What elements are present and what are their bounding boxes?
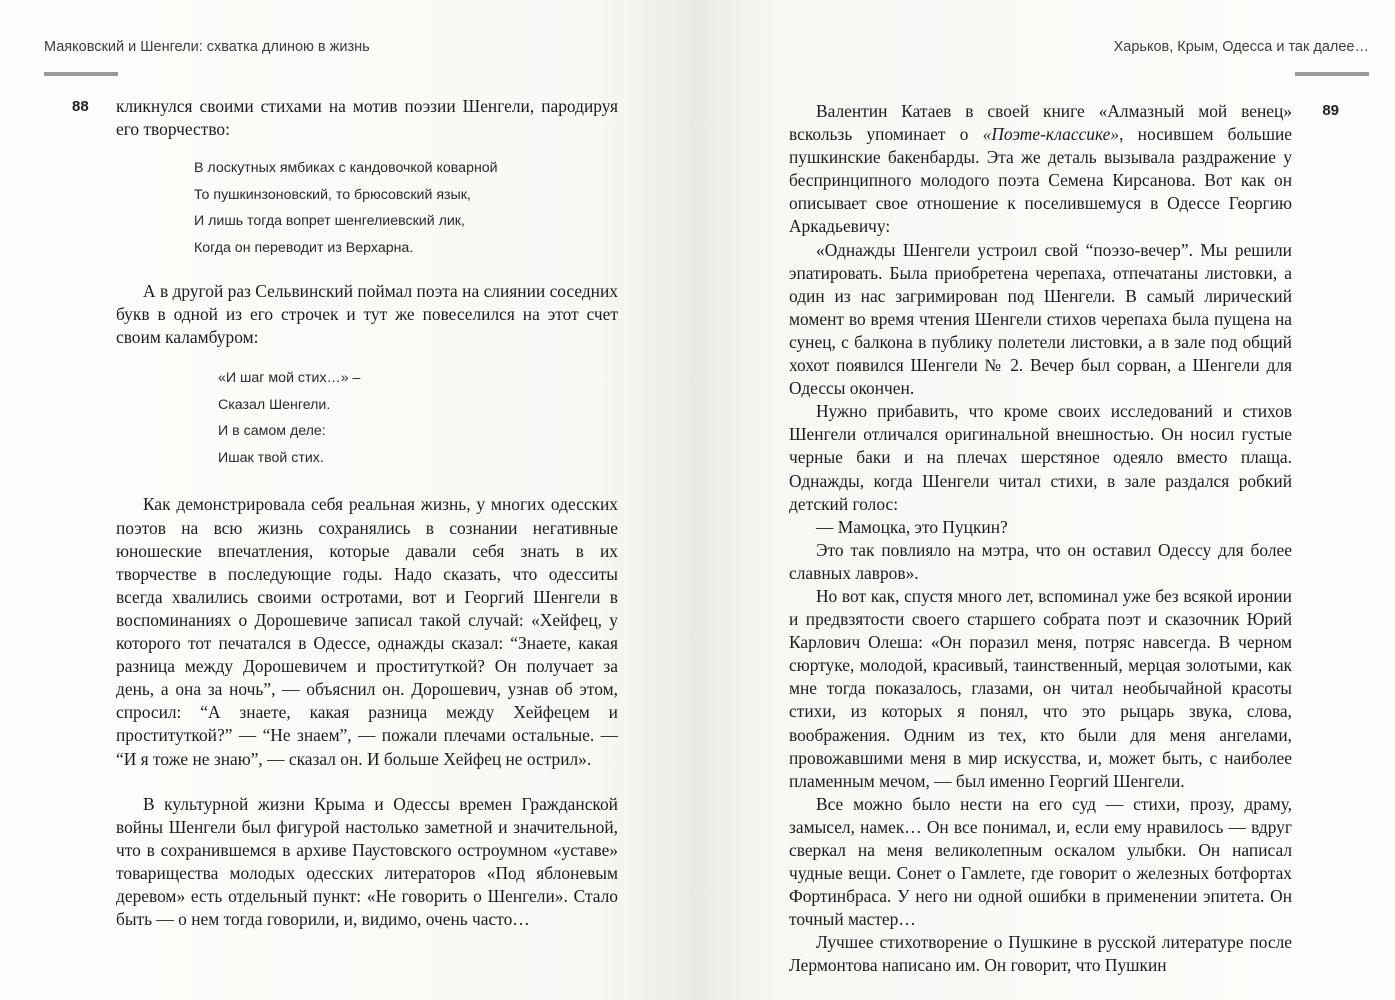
right-page (690, 0, 1395, 1000)
verse-line: Сказал Шенгели. (218, 396, 331, 413)
verse-line: И лишь тогда вопрет шенгелиевский лик, (194, 213, 465, 230)
left-paragraph: В культурной жизни Крыма и Одессы времен Гражданской войны Шенгели был фигурой настолько заметной и значительной, что в сохранившемся в архиве Паустовского остроумном «уставе» товарищества молодых одесских литераторов «Под яблоневым деревом» есть отдельный пункт: «Не говорить о Шенгели». Стало быть — о нем тогда говорили, и, видимо, очень часто… (116, 793, 618, 930)
verse-line: И в самом деле: (218, 423, 326, 440)
pun-verse (116, 365, 618, 471)
right-paragraph: Нужно прибавить, что кроме своих исследований и стихов Шенгели отличался оригинальной внешностью. Он носил густые черные баки и на плечах шерстяное одеяло вместо плаща. Однажды, когда Шенгели читал стихи, в зале раздался робкий детский голос: (789, 401, 1292, 514)
right-paragraph (789, 100, 1292, 239)
selvinsky-parody-verse (116, 155, 618, 261)
paragraph-text: , носившем большие пушкинские бакенбарды. Эта же деталь вызывала раздражение у беспринципного молодого поэта Семена Кирсанова. Вот как он описывает свое отношение к поселившемуся в Одессе Георгию Аркадьевичу: (789, 124, 1293, 237)
left-header-rule (44, 72, 118, 76)
left-opening-text: кликнулся своими стихами на мотив поэзии Шенгели, пародируя его творчество: (116, 96, 618, 140)
right-paragraph: Лучшее стихотворение о Пушкине в русской литературе после Лермонтова написано им. Он говорит, что Пушкин (789, 932, 1292, 976)
verse-line: Когда он переводит из Верхарна. (194, 239, 414, 256)
right-paragraph: Но вот как, спустя много лет, вспоминал уже без всякой иронии и предвзятости своего старшего собрата поэт и сказочник Юрий Карлович Олеша: «Он поразил меня, потряс навсегда. В черном сюртуке, молодой, красивый, таинственный, мерцая золотыми, как мне тогда показалось, глазами, он читал необычайной красоты стихи, из которых я понял, что это рыцарь звука, слова, воображения. Одним из тех, кто были для меня ангелами, провожавшими меня в мир искусства, и, может быть, с наиболее пламенным мечом, — был именно Георгий Шенгели. (789, 585, 1292, 791)
verse-line: В лоскутных ямбиках с кандовочкой коварной (194, 160, 498, 177)
right-paragraph: «Однажды Шенгели устроил свой “поэзо-вечер”. Мы решили эпатировать. Была приобретена черепаха, отпечатаны листовки, а один из нас загримирован под Шенгели. В самый лирический момент во время чтения Шенгели стихов черепаха была пущена на сунец, с балкона в публику полетели листовки, а в зале под общий хохот появился Шенгели № 2. Вечер был сорван, а Шенгели для Одессы окончен. (789, 239, 1292, 399)
left-page-number: 88 (72, 98, 89, 115)
left-running-head: Маяковский и Шенгели: схватка длиною в жизнь (44, 39, 370, 55)
left-paragraph: А в другой раз Сельвинский поймал поэта на слиянии соседних букв в одной из его строчек и тут же повеселился на этот счет своим каламбуром: (116, 281, 618, 348)
verse-line: Ишак твой стих. (218, 449, 324, 466)
paragraph-text: Валентин Катаев в своей книге «Алмазный мой венец» вскользь упоминает о (789, 101, 1292, 145)
verse-line: «И шаг мой стих…» – (218, 370, 361, 387)
right-text-block (789, 100, 1292, 978)
italic-title: «Поэте-классике» (982, 124, 1120, 145)
right-header-rule (1295, 72, 1369, 76)
left-text-block (116, 95, 618, 931)
right-page-number: 89 (1322, 102, 1339, 119)
left-page (0, 0, 690, 1000)
right-paragraph: Это так повлияло на мэтра, что он оставил Одессу для более славных лавров». (789, 539, 1292, 583)
left-paragraph: Как демонстрировала себя реальная жизнь, у многих одесских поэтов на всю жизнь сохранялись в сознании негативные юношеские впечатления, которые давали себя знать в их творчестве в последующие годы. Надо сказать, что одесситы всегда хвалились своими остротами, вот и Георгий Шенгели в воспоминаниях о Дорошевиче записал такой случай: «Хейфец, у которого тот печатался в Одессе, однажды сказал: “Знаете, какая разница между Дорошевичем и проституткой? Он получает за день, а она за ночь”, — объяснил он. Дорошевич, узнав об этом, спросил: “А знаете, какая разница между Хейфецем и проституткой?” — “Не знаем”, — пожали плечами остальные. — “И я тоже не знаю”, — сказал он. И больше Хейфец не острил». (116, 494, 618, 769)
right-running-head: Харьков, Крым, Одесса и так далее… (1113, 39, 1369, 55)
right-paragraph: Все можно было нести на его суд — стихи, прозу, драму, замысел, намек… Он все понимал, и, если ему нравилось — вдруг сверкал на меня великолепным оскалом улыбки. Он написал чудные вещи. Сонет о Гамлете, где говорит о железных ботфортах Фортинбраса. У него ни одной ошибки в применении эпитета. Он точный мастер… (789, 793, 1292, 930)
verse-line: То пушкинзоновский, то брюсовский язык, (194, 186, 471, 203)
right-paragraph: — Мамоцка, это Пуцкин? (816, 516, 1008, 537)
